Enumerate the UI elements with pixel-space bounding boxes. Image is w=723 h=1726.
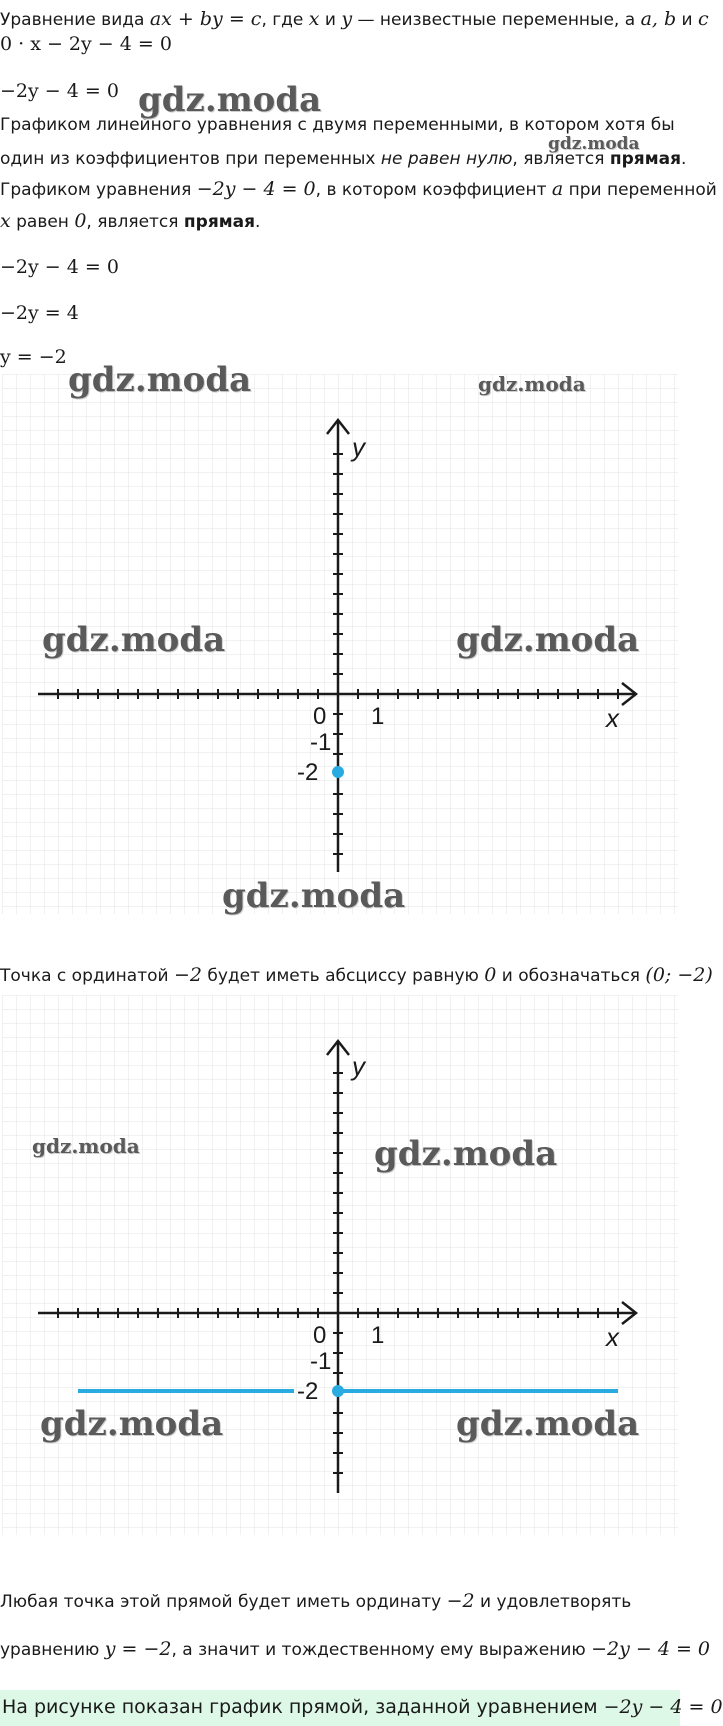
origin-label: 0 (313, 703, 327, 730)
text-run: один из коэффициентов при переменных (0, 149, 381, 169)
point-0-neg2 (332, 1385, 344, 1397)
watermark-logo: gdz.moda (456, 1404, 640, 1444)
math-run: −2 (446, 1590, 475, 1612)
equation-line: −2y − 4 = 0 (0, 80, 119, 102)
math-run: c (698, 8, 709, 30)
text-run: при переменной (563, 180, 717, 200)
answer-text (2, 1696, 723, 1718)
origin-label: 0 (313, 1322, 327, 1349)
equation-line: 0 · x − 2y − 4 = 0 (0, 33, 172, 55)
text-run: , в котором коэффициент (315, 180, 552, 200)
watermark-logo: gdz.moda (138, 80, 322, 120)
math-run: −2y − 4 = 0 (603, 1696, 723, 1718)
math-run: 0 (484, 964, 497, 986)
tick-label-1: 1 (371, 1322, 385, 1349)
math-run: a, b (640, 8, 677, 30)
math-run: ax + by = c (149, 8, 262, 30)
watermark-logo: gdz.moda (478, 372, 586, 396)
text-run: равен (10, 212, 75, 232)
text-run: Графиком уравнения (0, 180, 197, 200)
equation-line: −2y − 4 = 0 (0, 256, 119, 278)
text-run: , а значит и тождественному ему выражению (171, 1640, 592, 1660)
watermark-logo: gdz.moda (42, 620, 226, 660)
tick-label-1: 1 (371, 703, 385, 730)
intro-line (0, 8, 709, 31)
math-run: x (0, 210, 11, 232)
explanation-line (0, 210, 260, 233)
tick-label-neg1: -1 (310, 1348, 332, 1375)
watermark-logo: gdz.moda (456, 620, 640, 660)
x-axis-label: x (606, 1322, 619, 1352)
text-run: , где (261, 10, 309, 30)
bold-run: прямая (183, 212, 256, 232)
math-run: −2y − 4 = 0 (196, 178, 316, 200)
math-run: (0; −2) (645, 964, 713, 986)
emphasis-run: не равен нулю (380, 149, 513, 169)
answer-box (0, 1690, 723, 1726)
watermark-logo: gdz.moda (374, 1134, 558, 1174)
equation-line: −2y = 4 (0, 302, 79, 324)
text-run: и (319, 10, 342, 30)
watermark-logo: gdz.moda (40, 1404, 224, 1444)
x-axis-label: x (606, 703, 619, 733)
math-run: −2 (173, 964, 202, 986)
math-run: 0 (74, 210, 87, 232)
text-run: Точка с ординатой (0, 966, 174, 986)
math-run: y (341, 8, 353, 30)
text-run: и (676, 10, 698, 30)
text-run: Уравнение вида (0, 10, 150, 30)
watermark-logo: gdz.moda (548, 134, 640, 154)
y-axis-label: y (352, 432, 365, 462)
point-0-neg2 (332, 766, 344, 778)
bold-run: прямая (609, 149, 681, 169)
text-run: Любая точка этой прямой будет иметь ординату (0, 1592, 447, 1612)
text-run: На рисунке показан график прямой, заданной уравнением (2, 1696, 604, 1718)
watermark-logo: gdz.moda (222, 876, 406, 916)
graph-line (0, 993, 680, 1537)
equation-line: y = −2 (0, 346, 67, 368)
math-run: −2y − 4 = 0 (591, 1638, 711, 1660)
text-run: . (255, 212, 261, 232)
text-run: . (681, 149, 687, 169)
explanation-line (0, 178, 717, 201)
text-run: — неизвестные переменные, а (352, 10, 641, 30)
point-description-line (0, 964, 713, 987)
text-run: , является (512, 149, 610, 169)
watermark-logo: gdz.moda (68, 360, 252, 400)
tick-label-neg2: -2 (297, 759, 319, 786)
text-run: будет иметь абсциссу равную (201, 966, 485, 986)
math-run: y = −2 (104, 1638, 172, 1660)
math-run: a (551, 178, 564, 200)
text-run: уравнению (0, 1640, 105, 1660)
conclusion-line (0, 1638, 710, 1661)
tick-label-neg2: -2 (297, 1378, 319, 1405)
math-run: x (308, 8, 320, 30)
watermark-logo: gdz.moda (32, 1134, 140, 1158)
text-run: , является (86, 212, 184, 232)
conclusion-line (0, 1590, 631, 1613)
text-run: и обозначаться (496, 966, 646, 986)
y-axis-label: y (352, 1051, 365, 1081)
tick-label-neg1: -1 (310, 729, 332, 756)
text-run: и удовлетворять (474, 1592, 632, 1612)
definition-line: Графиком линейного уравнения с двумя переменными, в котором хотя бы (0, 115, 675, 135)
